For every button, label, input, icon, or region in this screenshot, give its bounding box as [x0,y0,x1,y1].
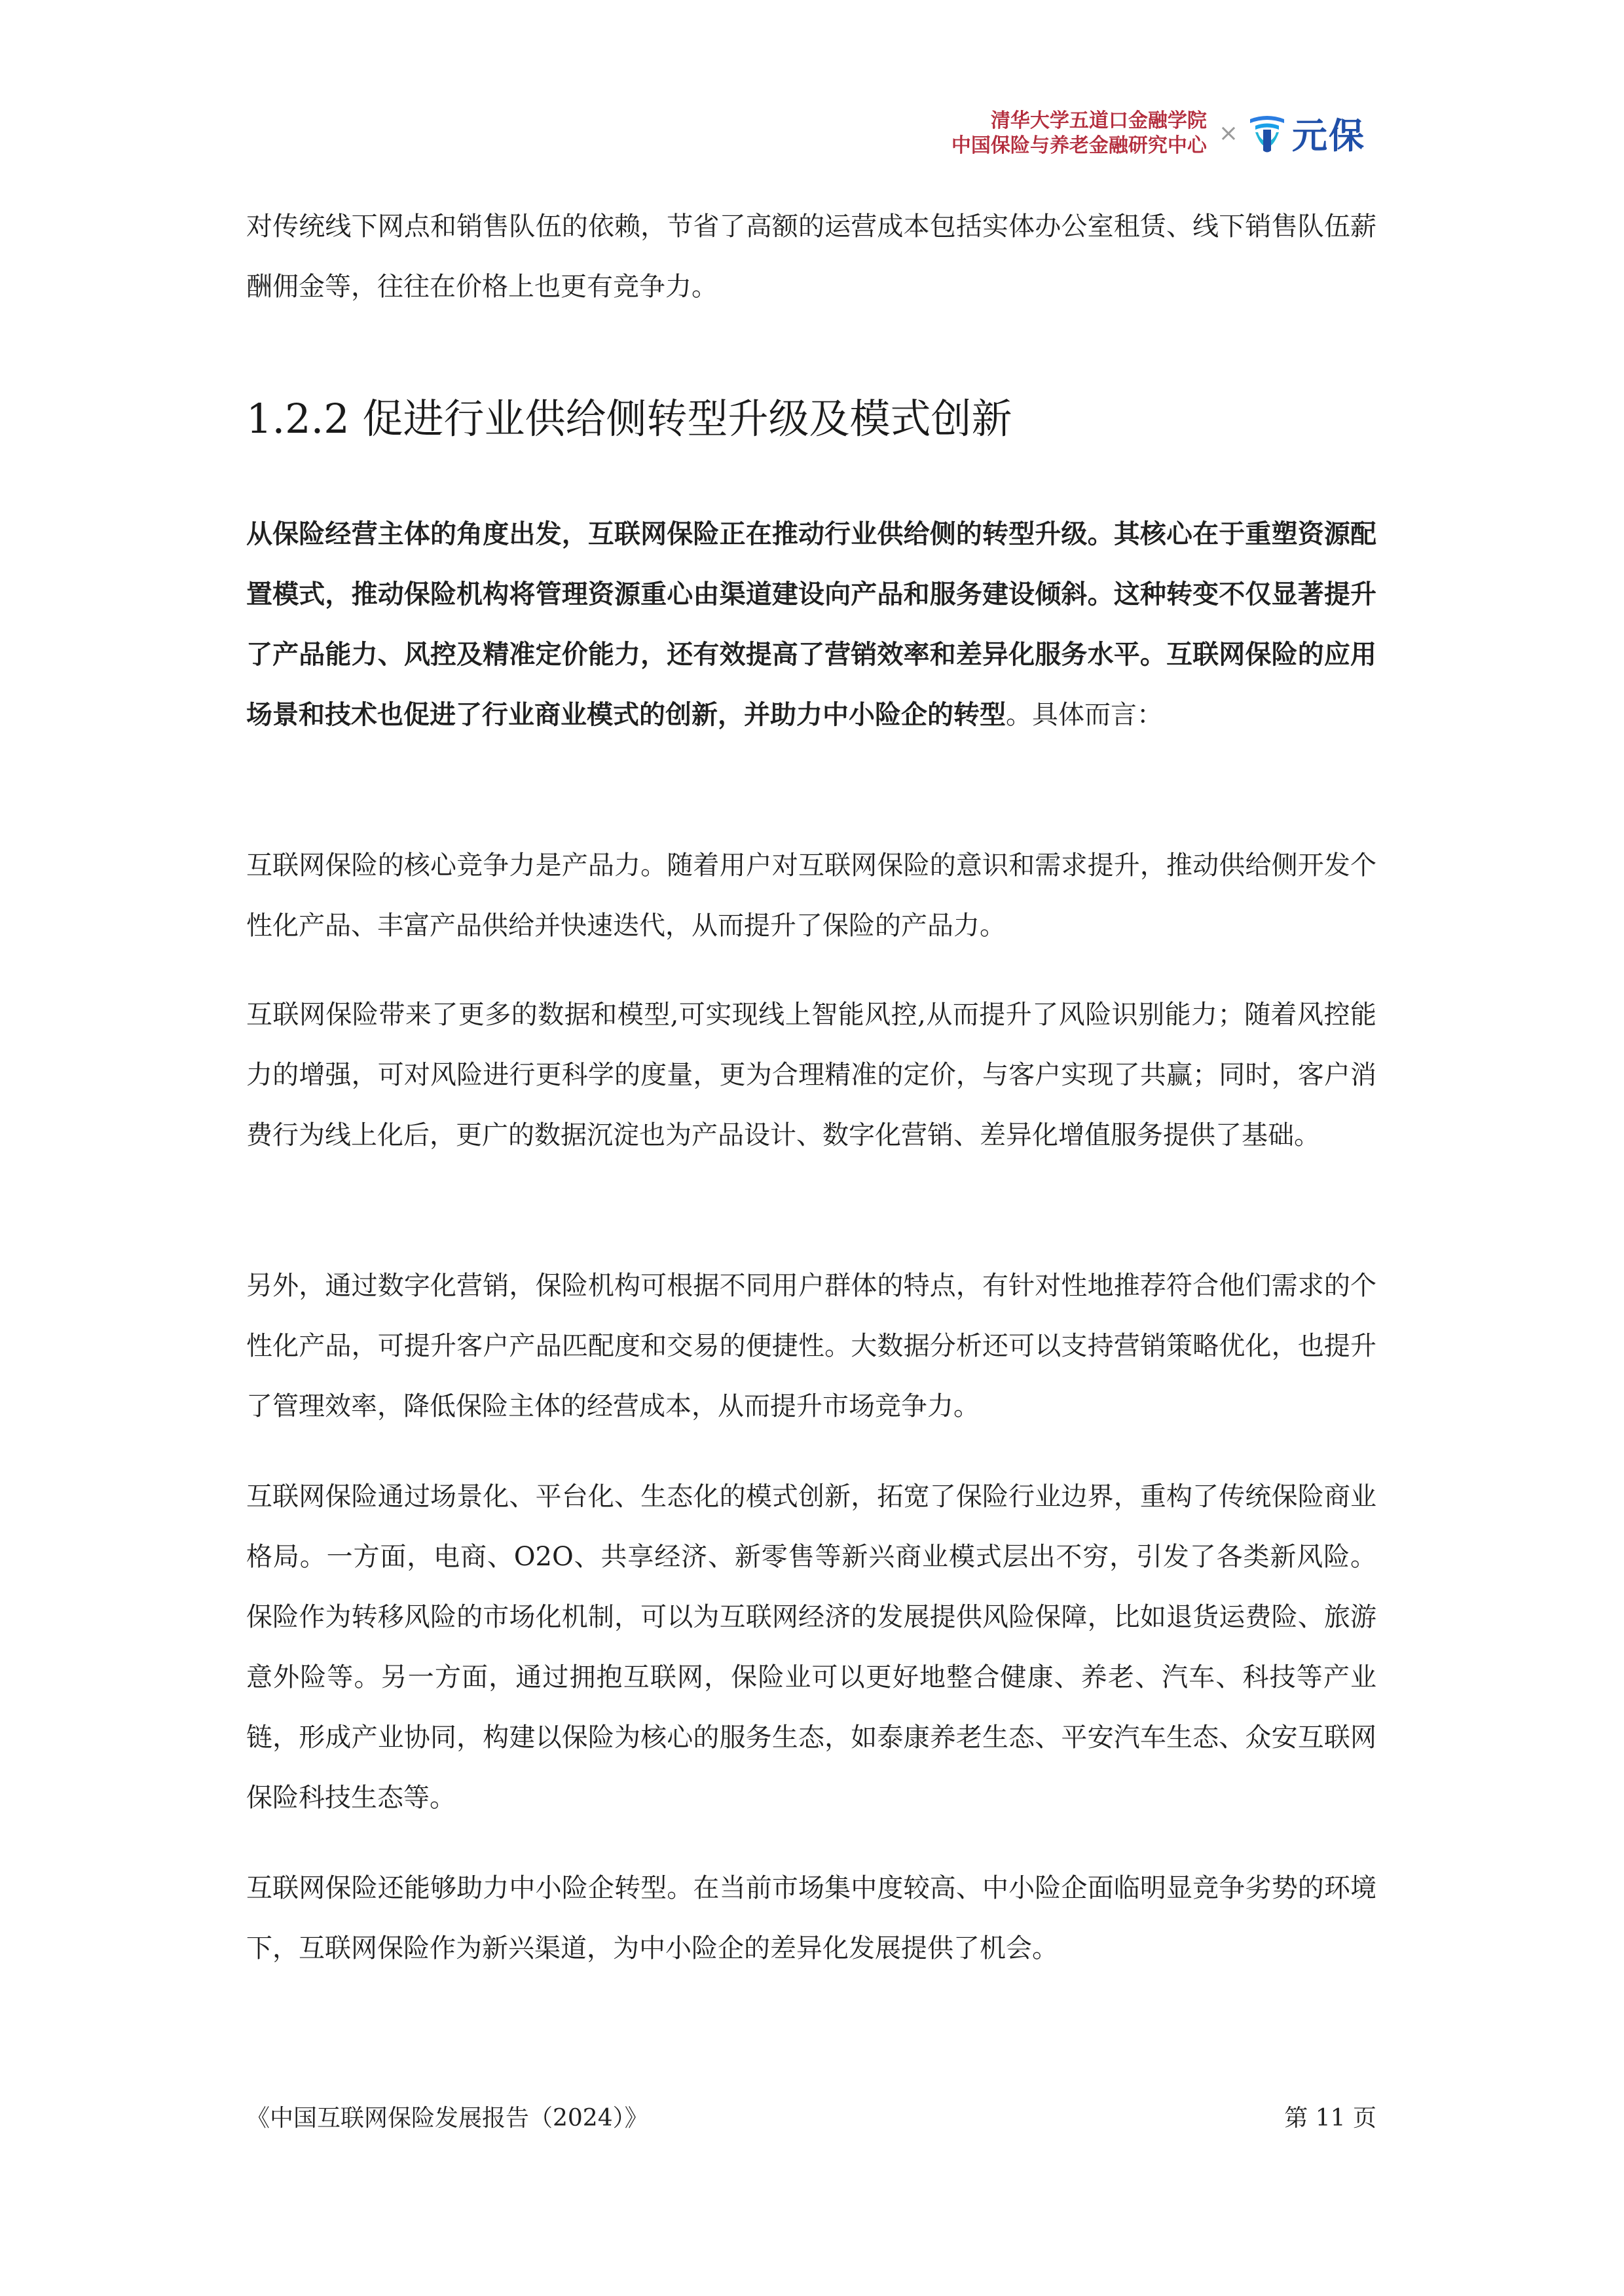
collaboration-mark: × [1218,120,1238,147]
page-number: 第 11 页 [1284,2105,1376,2132]
paragraph-text: 互联网保险通过场景化、平台化、生态化的模式创新，拓宽了保险行业边界，重构了传统保险商业格局。一方面，电商、O2O、共享经济、新零售等新兴商业模式层出不穷，引发了各类新风险。保险作为转移风险的市场化机制，可以为互联网经济的发展提供风险保障，比如退货运费险、旅游意外险等。另一方面，通过拥抱互联网，保险业可以更好地整合健康、养老、汽车、科技等产业链，形成产业协同，构建以保险为核心的服务生态，如泰康养老生态、平安汽车生态、众安互联网保险科技生态等。 [246,1482,1376,1813]
paragraph-risk-control [246,985,1376,1165]
institution-name [951,109,1207,158]
report-title: 《中国互联网保险发展报告（2024）》 [246,2105,648,2132]
paragraph-continuation [246,196,1376,317]
paragraph-text: 互联网保险带来了更多的数据和模型,可实现线上智能风控,从而提升了风险识别能力；随着风控能力的增强，可对风险进行更科学的度量，更为合理精准的定价，与客户实现了共赢；同时，客户消费行为线上化后，更广的数据沉淀也为产品设计、数字化营销、差异化增值服务提供了基础。 [246,1000,1376,1150]
paragraph-tail: 。具体而言： [1006,700,1163,730]
section-heading: 1.2.2 促进行业供给侧转型升级及模式创新 [246,395,1012,443]
paragraph-text: 对传统线下网点和销售队伍的依赖，节省了高额的运营成本包括实体办公室租赁、线下销售队伍薪酬佣金等，往往在价格上也更有竞争力。 [246,211,1376,302]
bold-summary: 从保险经营主体的角度出发，互联网保险正在推动行业供给侧的转型升级。其核心在于重塑资源配置模式，推动保险机构将管理资源重心由渠道建设向产品和服务建设倾斜。这种转变不仅显著提升了产品能力、风控及精准定价能力，还有效提高了营销效率和差异化服务水平。互联网保险的应用场景和技术也促进了行业商业模式的创新，并助力中小险企的转型 [246,519,1376,730]
paragraph-text: 互联网保险的核心竞争力是产品力。随着用户对互联网保险的意识和需求提升，推动供给侧开发个性化产品、丰富产品供给并快速迭代，从而提升了保险的产品力。 [246,850,1376,941]
brand-name: 元保 [1292,115,1365,156]
paragraph-intro [246,504,1376,745]
institution-line-2: 中国保险与养老金融研究中心 [951,134,1207,157]
page-header [951,108,1365,158]
paragraph-sme-insurers [246,1858,1376,1978]
institution-line-1: 清华大学五道口金融学院 [990,109,1207,132]
paragraph-text [246,504,1376,745]
paragraph-model-innovation [246,1467,1376,1828]
paragraph-text: 另外，通过数字化营销，保险机构可根据不同用户群体的特点，有针对性地推荐符合他们需求的个性化产品，可提升客户产品匹配度和交易的便捷性。大数据分析还可以支持营销策略优化，也提升了管理效率，降低保险主体的经营成本，从而提升市场竞争力。 [246,1271,1376,1421]
paragraph-product-power [246,835,1376,956]
yuanbao-logo-icon [1247,113,1287,155]
paragraph-digital-marketing [246,1256,1376,1436]
brand-logo [1247,108,1365,158]
paragraph-text: 互联网保险还能够助力中小险企转型。在当前市场集中度较高、中小险企面临明显竞争劣势的环境下，互联网保险作为新兴渠道，为中小险企的差异化发展提供了机会。 [246,1873,1376,1963]
